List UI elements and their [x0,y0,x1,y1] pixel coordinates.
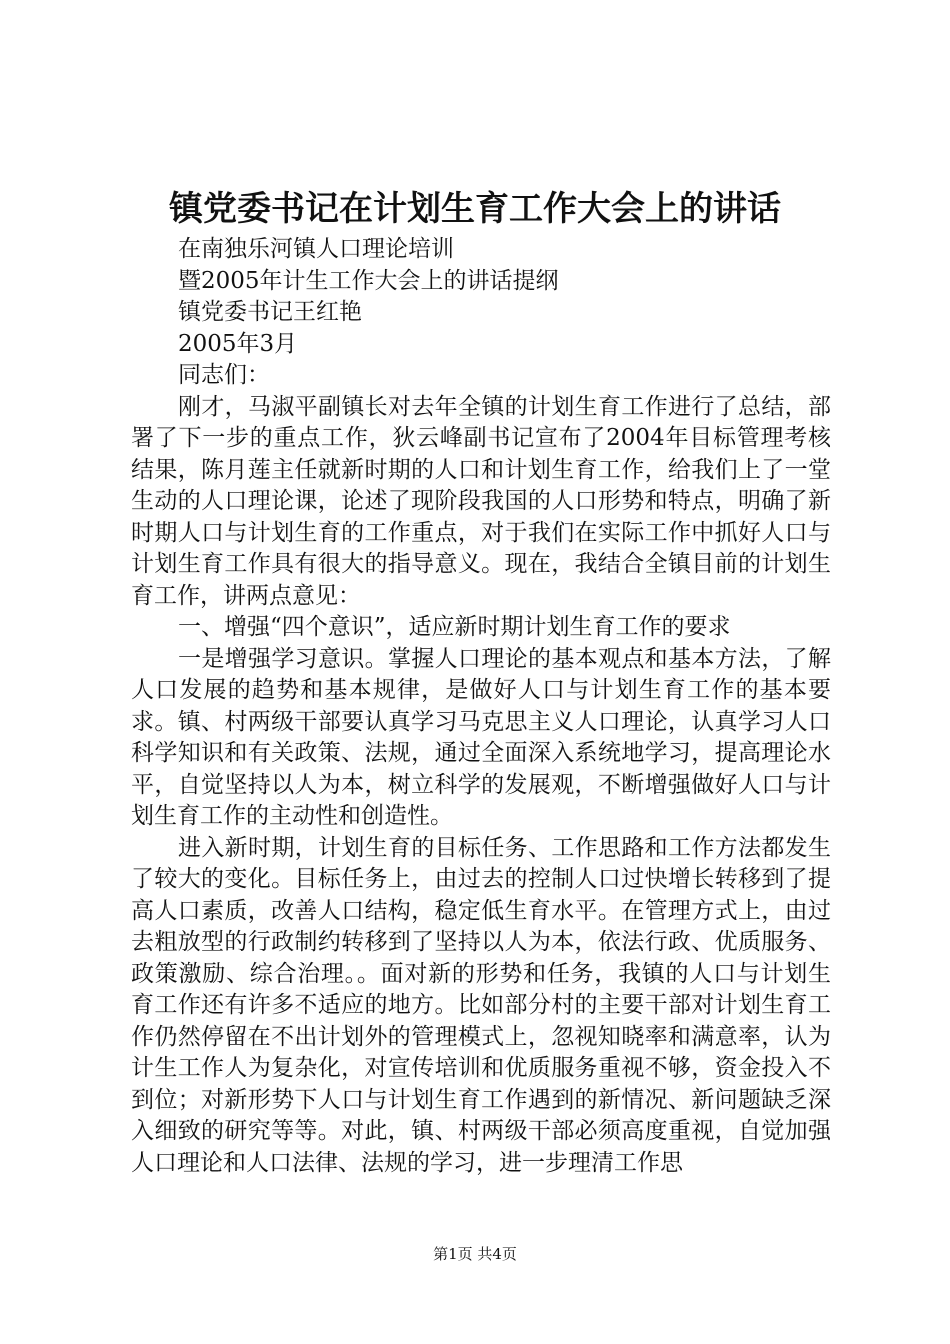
paragraph-intro: 刚才，马淑平副镇长对去年全镇的计划生育工作进行了总结，部署了下一步的重点工作，狄云峰副书记宣布了2004年目标管理考核结果，陈月莲主任就新时期的人口和计划生育工作，给我们上了一堂生动的人口理论课，论述了现阶段我国的人口形势和特点，明确了新时期人口与计划生育的工作重点，对于我们在实际工作中抓好人口与计划生育工作具有很大的指导意义。现在，我结合全镇目前的计划生育工作，讲两点意见： [131,393,831,609]
section-heading-1: 一、增强“四个意识”，适应新时期计划生育工作的要求 [178,614,731,640]
document-title: 镇党委书记在计划生育工作大会上的讲话 [169,189,781,229]
meta-line-event: 在南独乐河镇人口理论培训 [178,236,454,262]
page-footer: 第1页 共4页 [433,1245,517,1263]
meta-line-author: 镇党委书记王红艳 [178,299,362,325]
paragraph-new-era: 进入新时期，计划生育的目标任务、工作思路和工作方法都发生了较大的变化。目标任务上，由过去的控制人口过快增长转移到了提高人口素质，改善人口结构，稳定低生育水平。在管理方式上，由过去粗放型的行政制约转移到了坚持以人为本，依法行政、优质服务、政策激励、综合治理。。面对新的形势和任务，我镇的人口与计划生育工作还有许多不适应的地方。比如部分村的主要干部对计划生育工作仍然停留在不出计划外的管理模式上，忽视知晓率和满意率，认为计生工作人为复杂化，对宣传培训和优质服务重视不够，资金投入不到位；对新形势下人口与计划生育工作遇到的新情况、新问题缺乏深入细致的研究等等。对此，镇、村两级干部必须高度重视，自觉加强人口理论和人口法律、法规的学习，进一步理清工作思 [131,834,831,1176]
meta-line-salutation: 同志们： [178,362,270,388]
meta-line-subtitle: 暨2005年计生工作大会上的讲话提纲 [178,267,559,294]
document-body [131,234,831,1179]
paragraph-study-awareness: 一是增强学习意识。掌握人口理论的基本观点和基本方法，了解人口发展的趋势和基本规律，是做好人口与计划生育工作的基本要求。镇、村两级干部要认真学习马克思主义人口理论，认真学习人口科学知识和有关政策、法规，通过全面深入系统地学习，提高理论水平，自觉坚持以人为本，树立科学的发展观，不断增强做好人口与计划生育工作的主动性和创造性。 [131,645,831,829]
meta-line-date: 2005年3月 [178,330,298,357]
